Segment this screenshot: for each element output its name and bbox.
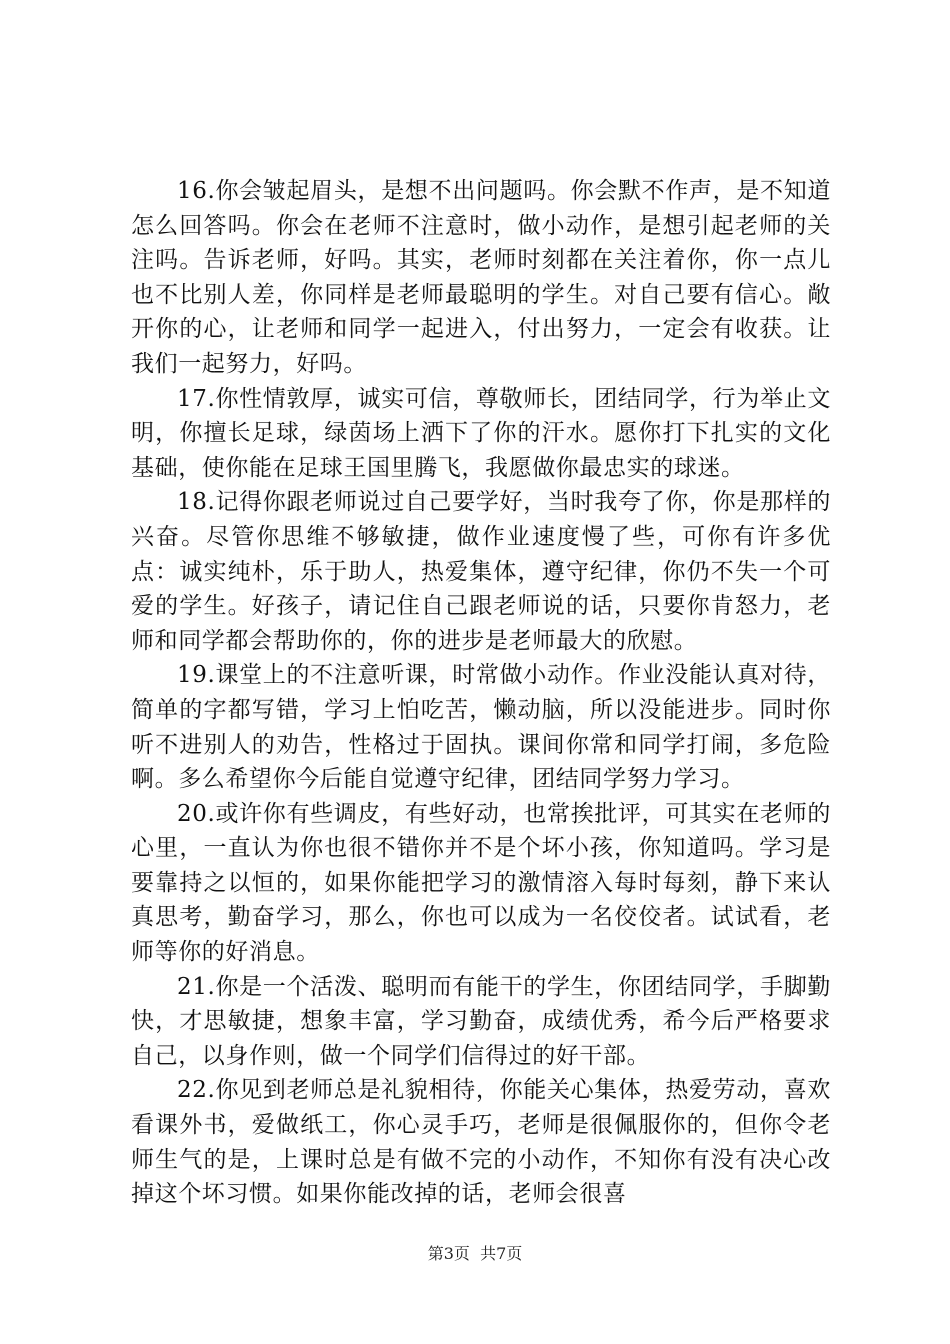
paragraph-20: 20.或许你有些调皮，有些好动，也常挨批评，可其实在老师的心里，一直认为你也很不错你并不是个坏小孩，你知道吗。学习是要靠持之以恒的，如果你能把学习的激情溶入每时每刻，静下来认真思考，勤奋学习，那么，你也可以成为一名佼佼者。试试看，老师等你的好消息。 — [131, 800, 831, 966]
page-number-label: 第3页 共7页 — [427, 1244, 523, 1263]
paragraph-22: 22.你见到老师总是礼貌相待，你能关心集体，热爱劳动，喜欢看课外书，爱做纸工，你心灵手巧，老师是很佩服你的，但你令老师生气的是，上课时总是有做不完的小动作，不知你有没有决心改掉这个坏习惯。如果你能改掉的话，老师会很喜 — [131, 1077, 831, 1208]
paragraph-19: 19.课堂上的不注意听课，时常做小动作。作业没能认真对待，简单的字都写错，学习上怕吃苦，懒动脑，所以没能进步。同时你听不进别人的劝告，性格过于固执。课间你常和同学打闹，多危险啊。多么希望你今后能自觉遵守纪律，团结同学努力学习。 — [131, 662, 831, 793]
paragraph-17: 17.你性情敦厚，诚实可信，尊敬师长，团结同学，行为举止文明，你擅长足球，绿茵场上洒下了你的汗水。愿你打下扎实的文化基础，使你能在足球王国里腾飞，我愿做你最忠实的球迷。 — [131, 385, 831, 481]
paragraph-18: 18.记得你跟老师说过自己要学好，当时我夸了你，你是那样的兴奋。尽管你思维不够敏捷，做作业速度慢了些，可你有许多优点：诚实纯朴，乐于助人，热爱集体，遵守纪律，你仍不失一个可爱的学生。好孩子，请记住自己跟老师说的话，只要你肯怒力，老师和同学都会帮助你的，你的进步是老师最大的欣慰。 — [131, 489, 831, 654]
document-body — [131, 174, 831, 1212]
page-footer — [0, 1244, 950, 1264]
paragraph-16: 16.你会皱起眉头，是想不出问题吗。你会默不作声，是不知道怎么回答吗。你会在老师不注意时，做小动作，是想引起老师的关注吗。告诉老师，好吗。其实，老师时刻都在关注着你，你一点儿也不比别人差，你同样是老师最聪明的学生。对自己要有信心。敞开你的心，让老师和同学一起进入，付出努力，一定会有收获。让我们一起努力，好吗。 — [131, 178, 831, 377]
paragraph-21: 21.你是一个活泼、聪明而有能干的学生，你团结同学，手脚勤快，才思敏捷，想象丰富，学习勤奋，成绩优秀，希今后严格要求自己，以身作则，做一个同学们信得过的好干部。 — [131, 973, 831, 1069]
